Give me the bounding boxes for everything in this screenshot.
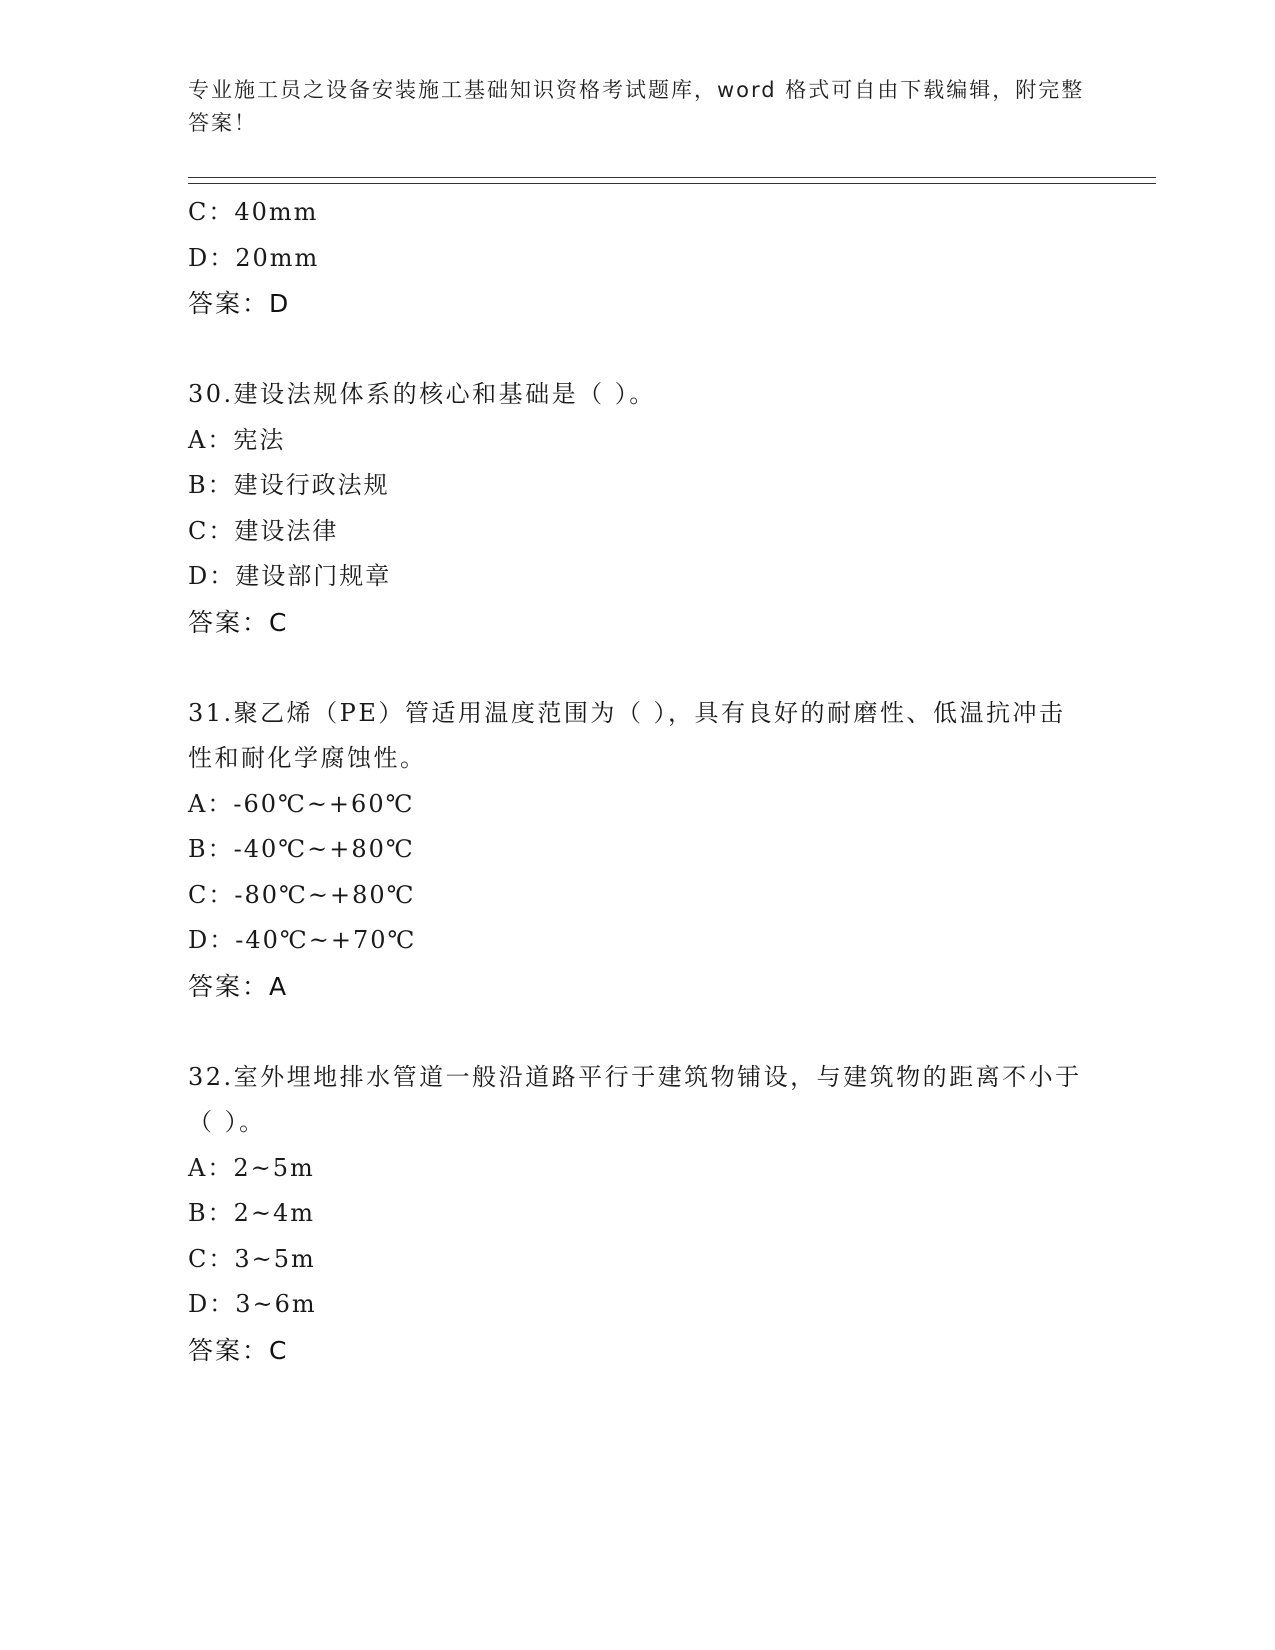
document-header: 专业施工员之设备安装施工基础知识资格考试题库，word 格式可自由下载编辑，附完整答案！: [188, 78, 1085, 135]
document-body: [188, 190, 1088, 1373]
option-d: D：3~6m: [188, 1290, 317, 1318]
question-fragment: [188, 190, 1088, 327]
option-c: C：40mm: [188, 198, 319, 226]
option-d: D：建设部门规章: [188, 562, 392, 590]
spacer: [188, 645, 1088, 691]
option-c: C：建设法律: [188, 516, 339, 545]
option-c: C：3~5m: [188, 1244, 316, 1273]
option-d: D：-40℃~+70℃: [188, 926, 417, 954]
question-title: 32.室外埋地排水管道一般沿道路平行于建筑物铺设，与建筑物的距离不小于（ ）。: [188, 1062, 1082, 1136]
option-b: B：2~4m: [188, 1199, 316, 1227]
question-title: 30.建设法规体系的核心和基础是（ ）。: [188, 380, 656, 408]
answer-line: 答案：D: [188, 289, 291, 318]
option-a: A：宪法: [188, 425, 286, 454]
question-31: [188, 691, 1088, 1010]
header-divider: [188, 177, 1156, 184]
option-b: B：-40℃~+80℃: [188, 835, 415, 863]
option-a: A：2~5m: [188, 1153, 315, 1182]
question-30: [188, 372, 1088, 645]
option-a: A：-60℃~+60℃: [188, 789, 415, 818]
question-title: 31.聚乙烯（PE）管适用温度范围为（ ），具有良好的耐磨性、低温抗冲击性和耐化学腐蚀性。: [188, 698, 1066, 772]
spacer: [188, 1009, 1088, 1055]
question-32: [188, 1055, 1088, 1374]
spacer: [188, 327, 1088, 373]
answer-line: 答案：C: [188, 607, 289, 637]
answer-line: 答案：A: [188, 971, 289, 1001]
option-d: D：20mm: [188, 243, 320, 272]
answer-line: 答案：C: [188, 1335, 289, 1365]
option-b: B：建设行政法规: [188, 471, 390, 499]
option-c: C：-80℃~+80℃: [188, 880, 416, 909]
